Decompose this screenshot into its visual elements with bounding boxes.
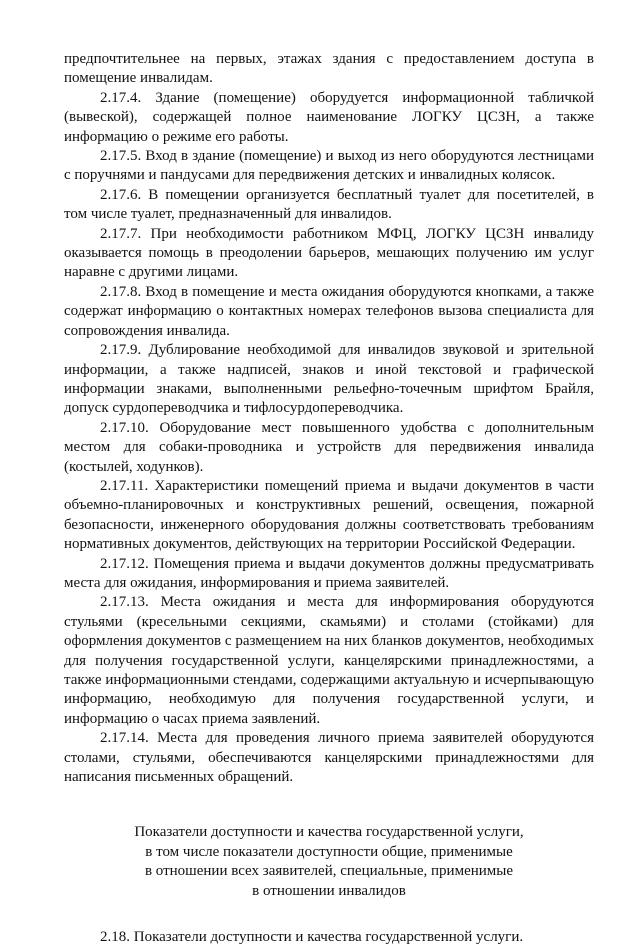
heading-line-1: Показатели доступности и качества государственной услуги, <box>134 824 524 841</box>
paragraph-2-17-5: 2.17.5. Вход в здание (помещение) и выход из него оборудуются лестницами с поручнями и пандусами для передвижения детских и инвалидных колясок. <box>64 148 594 184</box>
paragraph-2-17-9: 2.17.9. Дублирование необходимой для инвалидов звуковой и зрительной информации, а также надписей, знаков и иной текстовой и графической информации знаками, выполненными рельефно-точечным шрифтом Брайля, допуск сурдопереводчика и тифлосурдопереводчика. <box>64 342 594 417</box>
heading-line-2: в том числе показатели доступности общие, применимые <box>145 843 513 860</box>
paragraph-2-17-11: 2.17.11. Характеристики помещений приема и выдачи документов в части объемно-планировочных и конструктивных решений, освещения, пожарной безопасности, инженерного оборудования должны соответствовать требованиям нормативных документов, действующих на территории Российской Федерации. <box>64 477 594 553</box>
paragraph-2-17-14: 2.17.14. Места для проведения личного приема заявителей оборудуются столами, стульями, обеспечиваются канцелярскими принадлежностями для написания письменных обращений. <box>64 730 594 786</box>
paragraph-2-17-13: 2.17.13. Места ожидания и места для информирования оборудуются стульями (кресельными секциями, скамьями) и столами (стойками) для оформления документов с размещением на них бланков документов, необходимых для получения государственной услуги, канцелярскими принадлежностями, а также информационными стендами, содержащими актуальную и исчерпывающую информацию, необходимую для получения государственной услуги, и информацию о часах приема заявлений. <box>64 594 594 727</box>
paragraph-2-17-7: 2.17.7. При необходимости работником МФЦ, ЛОГКУ ЦСЗН инвалиду оказывается помощь в преодолении барьеров, мешающих получению им услуг наравне с другими лицами. <box>64 225 594 281</box>
paragraph-2-17-8: 2.17.8. Вход в помещение и места ожидания оборудуются кнопками, а также содержат информацию о контактных номерах телефонов вызова специалиста для сопровождения инвалида. <box>64 283 594 339</box>
paragraph-2-17-10: 2.17.10. Оборудование мест повышенного удобства с дополнительным местом для собаки-проводника и устройств для передвижения инвалида (костылей, ходунков). <box>64 419 594 475</box>
heading-line-4: в отношении инвалидов <box>252 882 406 899</box>
paragraph-2-17-4: 2.17.4. Здание (помещение) оборудуется информационной табличкой (вывеской), содержащей полное наименование ЛОГКУ ЦСЗН, а также информацию о режиме его работы. <box>64 89 594 145</box>
paragraph-2-18: 2.18. Показатели доступности и качества государственной услуги. <box>100 929 524 946</box>
paragraph-2-17-6: 2.17.6. В помещении организуется бесплатный туалет для посетителей, в том числе туалет, предназначенный для инвалидов. <box>64 186 594 223</box>
paragraph-continuation: предпочтительнее на первых, этажах здания с предоставлением доступа в помещение инвалидам. <box>64 51 594 87</box>
section-heading <box>64 823 594 901</box>
paragraph-2-17-12: 2.17.12. Помещения приема и выдачи документов должны предусматривать места для ожидания, информирования и приема заявителей. <box>64 555 594 591</box>
heading-line-3: в отношении всех заявителей, специальные, применимые <box>144 863 514 880</box>
